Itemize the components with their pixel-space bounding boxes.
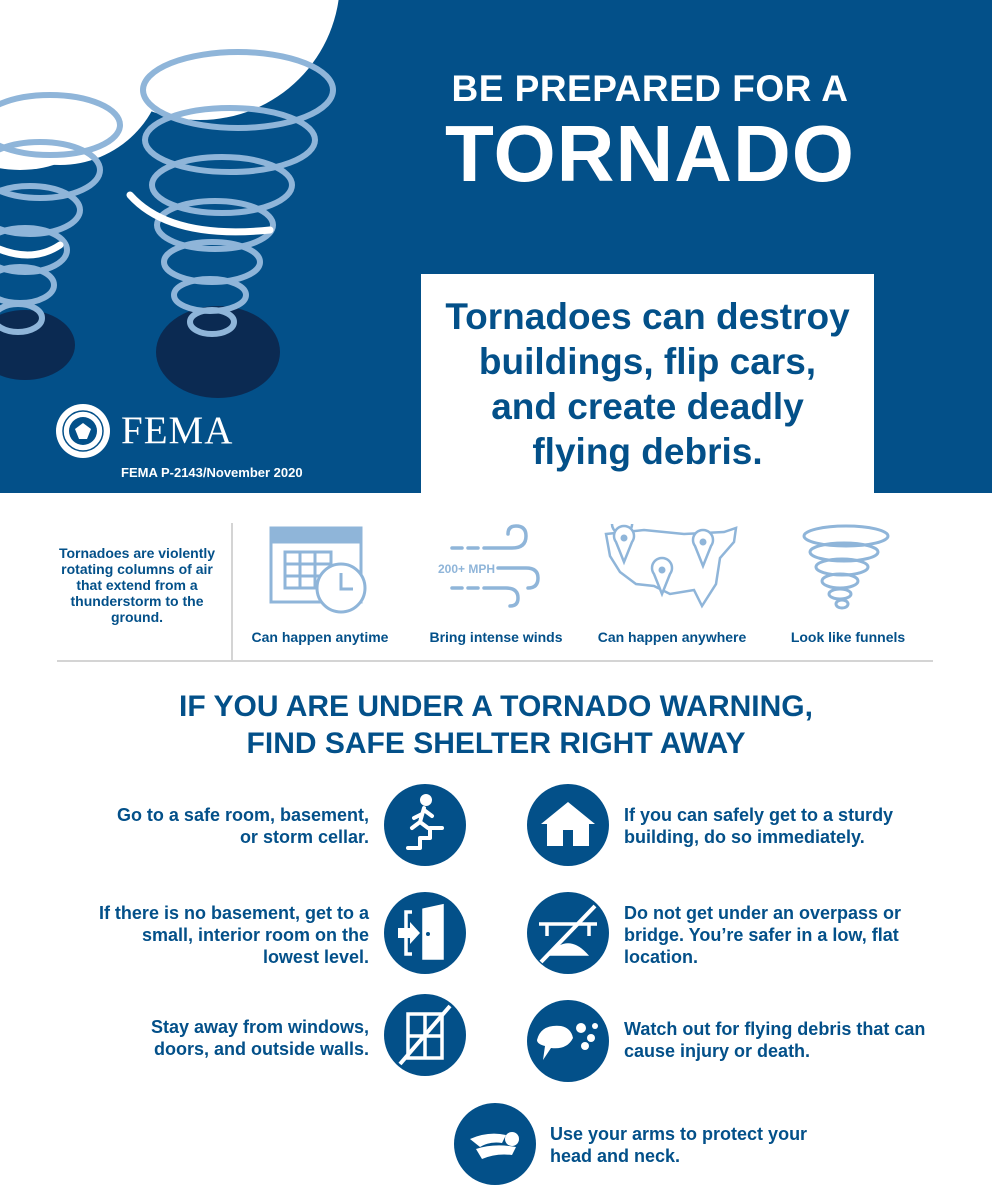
action-text: If there is no basement, get to a small, interior room on the lowest level. [98,903,369,967]
fact-anywhere [584,520,760,645]
warning-line-1: IF YOU ARE UNDER A TORNADO WARNING, [179,690,813,723]
wind-icon [408,524,584,616]
action-text: Watch out for flying debris that can cause injury or death. [624,1019,926,1061]
interior-door-icon [384,892,466,974]
action-icon-circle [384,892,466,974]
callout-box [421,274,874,493]
fact-label: Can happen anytime [251,629,389,645]
action-icon-circle [454,1103,536,1185]
action-icon-circle [384,994,466,1076]
arms-protect-head-icon [454,1103,536,1185]
tornado-definition: Tornadoes are violently rotating columns of air that extend from a thunderstorm to the ground. [58,545,216,625]
action-text: If you can safely get to a sturdy building, do so immediately. [624,805,894,847]
action-icon-circle [527,1000,609,1082]
action-text: Use your arms to protect your head and neck. [550,1124,808,1166]
calendar-clock-icon [232,524,408,616]
publication-id: FEMA P-2143/November 2020 [121,465,303,480]
action-text: Do not get under an overpass or bridge. You’re safer in a low, flat location. [624,903,902,967]
hero-banner [0,0,992,493]
funnel-icon [760,524,936,616]
action-text: Go to a safe room, basement, or storm cellar. [116,805,369,847]
action-interior-room [0,892,466,982]
action-avoid-overpass [527,892,992,982]
action-icon-circle [527,784,609,866]
house-icon [527,784,609,866]
action-avoid-windows [0,994,466,1084]
fema-logo-text: FEMA [121,409,234,452]
stairs-runner-icon [384,784,466,866]
action-flying-debris [527,1000,992,1090]
action-icon-circle [384,784,466,866]
fact-label: Can happen anywhere [597,629,747,645]
warning-heading [0,688,992,762]
action-text: Stay away from windows, doors, and outside walls. [150,1017,369,1059]
action-sturdy-building [527,784,992,874]
action-protect-head [454,1103,954,1193]
action-safe-room [0,784,466,874]
facts-row [57,520,933,662]
action-icon-circle [527,892,609,974]
no-overpass-icon [527,892,609,974]
fact-label: Look like funnels [790,629,906,645]
pre-title: BE PREPARED FOR A [451,68,849,109]
wind-speed-label: 200+ MPH [438,562,496,576]
us-map-pins-icon [584,524,760,616]
warning-line-2: FIND SAFE SHELTER RIGHT AWAY [246,727,746,760]
fact-winds [408,520,584,645]
callout-text: Tornadoes can destroy buildings, flip cars, and create deadly flying debris. [445,295,850,472]
no-windows-icon [384,994,466,1076]
tornado-illustration [0,0,420,400]
fact-funnels [760,520,936,645]
fact-label: Bring intense winds [429,629,563,645]
flying-debris-icon [527,1000,609,1082]
page-title: TORNADO [445,109,855,198]
dhs-seal-icon [55,403,111,459]
fact-anytime [232,520,408,645]
